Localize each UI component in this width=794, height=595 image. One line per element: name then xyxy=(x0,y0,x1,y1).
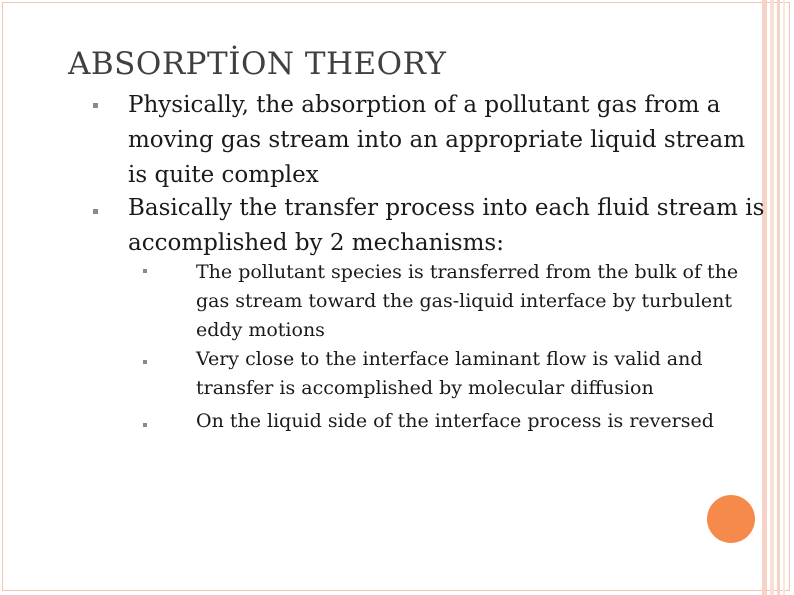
sub-bullet-text: On the liquid side of the interface process is reversed xyxy=(196,410,714,432)
bullet-text: Basically the transfer process into each fluid stream is accomplished by 2 mechanisms: xyxy=(128,195,765,256)
sub-bullet-text: Very close to the interface laminant flow is valid and transfer is accomplished by molecular diffusion xyxy=(196,348,703,399)
decorative-circle xyxy=(707,495,755,543)
slide-title: ABSORPTİON THEORY xyxy=(68,46,447,82)
bullet-icon xyxy=(93,209,98,214)
bullet-icon xyxy=(93,103,98,108)
decorative-stripe xyxy=(777,0,780,595)
decorative-stripe xyxy=(783,0,785,595)
sub-bullet-icon xyxy=(143,423,147,427)
decorative-stripe xyxy=(770,0,774,595)
sub-bullet-text: The pollutant species is transferred from the bulk of the gas stream toward the gas-liquid interface by turbulent eddy motions xyxy=(196,261,739,341)
sub-bullet-icon xyxy=(143,269,147,273)
bullet-text: Physically, the absorption of a pollutant gas from a moving gas stream into an appropriate liquid stream is quite complex xyxy=(128,92,746,188)
sub-bullet-icon xyxy=(143,360,147,364)
